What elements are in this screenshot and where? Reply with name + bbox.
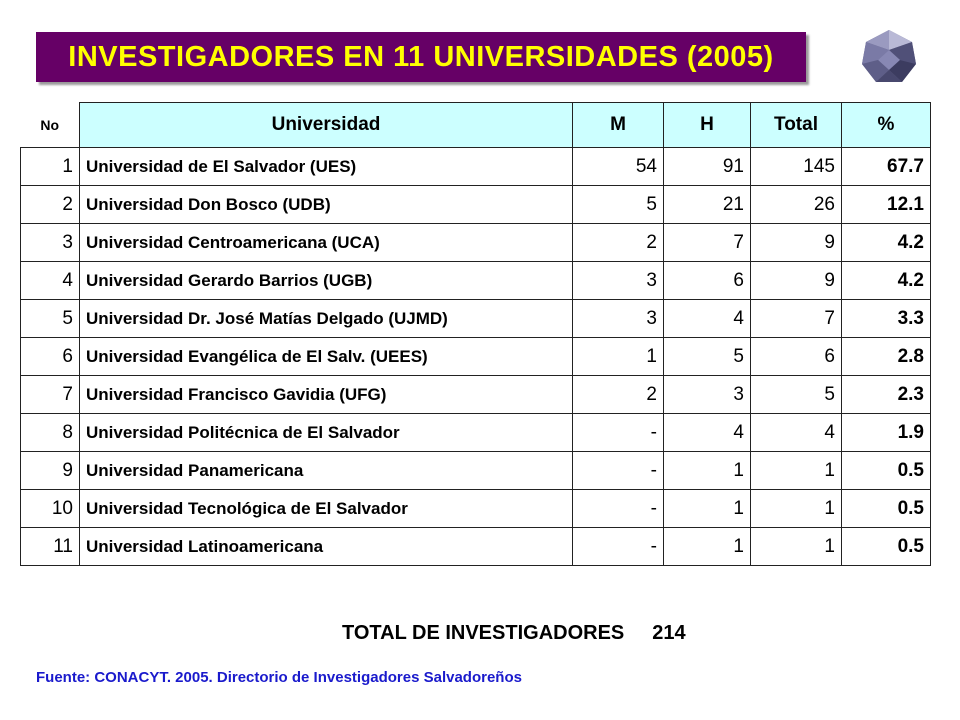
cell-h: 7 bbox=[664, 224, 751, 262]
cell-universidad: Universidad Dr. José Matías Delgado (UJMD) bbox=[80, 300, 573, 338]
cell-pct: 2.8 bbox=[842, 338, 931, 376]
page-title: INVESTIGADORES EN 11 UNIVERSIDADES (2005) bbox=[68, 40, 774, 73]
cell-pct: 0.5 bbox=[842, 528, 931, 566]
cell-m: - bbox=[573, 452, 664, 490]
cell-h: 4 bbox=[664, 300, 751, 338]
cell-pct: 1.9 bbox=[842, 414, 931, 452]
cell-universidad: Universidad Panamericana bbox=[80, 452, 573, 490]
cell-total: 1 bbox=[751, 452, 842, 490]
cell-pct: 4.2 bbox=[842, 224, 931, 262]
cell-total: 145 bbox=[751, 148, 842, 186]
cell-h: 5 bbox=[664, 338, 751, 376]
cell-total: 7 bbox=[751, 300, 842, 338]
gem-polyhedron-icon bbox=[860, 28, 918, 86]
cell-universidad: Universidad Francisco Gavidia (UFG) bbox=[80, 376, 573, 414]
cell-no: 5 bbox=[21, 300, 80, 338]
cell-m: 2 bbox=[573, 224, 664, 262]
cell-no: 2 bbox=[21, 186, 80, 224]
cell-pct: 0.5 bbox=[842, 452, 931, 490]
table-row bbox=[21, 300, 931, 338]
cell-no: 6 bbox=[21, 338, 80, 376]
cell-m: - bbox=[573, 528, 664, 566]
cell-total: 26 bbox=[751, 186, 842, 224]
cell-pct: 3.3 bbox=[842, 300, 931, 338]
cell-universidad: Universidad Tecnológica de El Salvador bbox=[80, 490, 573, 528]
source-note: Fuente: CONACYT. 2005. Directorio de Investigadores Salvadoreños bbox=[36, 669, 522, 686]
cell-total: 9 bbox=[751, 224, 842, 262]
cell-pct: 2.3 bbox=[842, 376, 931, 414]
cell-total: 9 bbox=[751, 262, 842, 300]
cell-h: 3 bbox=[664, 376, 751, 414]
cell-no: 7 bbox=[21, 376, 80, 414]
cell-total: 5 bbox=[751, 376, 842, 414]
cell-h: 6 bbox=[664, 262, 751, 300]
total-label: TOTAL DE INVESTIGADORES bbox=[342, 622, 625, 644]
cell-universidad: Universidad Evangélica de El Salv. (UEES) bbox=[80, 338, 573, 376]
cell-no: 11 bbox=[21, 528, 80, 566]
cell-m: 3 bbox=[573, 300, 664, 338]
cell-total: 1 bbox=[751, 528, 842, 566]
table-row bbox=[21, 414, 931, 452]
table-row bbox=[21, 452, 931, 490]
header-total: Total bbox=[751, 103, 842, 148]
table-row bbox=[21, 376, 931, 414]
table-header-row bbox=[21, 103, 931, 148]
cell-pct: 67.7 bbox=[842, 148, 931, 186]
cell-pct: 4.2 bbox=[842, 262, 931, 300]
cell-h: 4 bbox=[664, 414, 751, 452]
table-row bbox=[21, 262, 931, 300]
header-universidad: Universidad bbox=[80, 103, 573, 148]
cell-total: 1 bbox=[751, 490, 842, 528]
table-row bbox=[21, 490, 931, 528]
table-row bbox=[21, 224, 931, 262]
cell-no: 9 bbox=[21, 452, 80, 490]
cell-no: 8 bbox=[21, 414, 80, 452]
cell-total: 6 bbox=[751, 338, 842, 376]
cell-universidad: Universidad Don Bosco (UDB) bbox=[80, 186, 573, 224]
cell-universidad: Universidad Latinoamericana bbox=[80, 528, 573, 566]
header-pct: % bbox=[842, 103, 931, 148]
cell-m: - bbox=[573, 490, 664, 528]
cell-no: 10 bbox=[21, 490, 80, 528]
cell-pct: 12.1 bbox=[842, 186, 931, 224]
table-row bbox=[21, 186, 931, 224]
total-investigadores bbox=[342, 622, 686, 645]
cell-h: 1 bbox=[664, 452, 751, 490]
header-h: H bbox=[664, 103, 751, 148]
title-banner bbox=[36, 32, 806, 82]
cell-m: 54 bbox=[573, 148, 664, 186]
cell-m: 5 bbox=[573, 186, 664, 224]
cell-m: 3 bbox=[573, 262, 664, 300]
cell-universidad: Universidad Centroamericana (UCA) bbox=[80, 224, 573, 262]
total-value: 214 bbox=[652, 622, 686, 644]
table-row bbox=[21, 148, 931, 186]
cell-h: 1 bbox=[664, 490, 751, 528]
cell-m: 1 bbox=[573, 338, 664, 376]
cell-no: 4 bbox=[21, 262, 80, 300]
cell-no: 1 bbox=[21, 148, 80, 186]
cell-h: 21 bbox=[664, 186, 751, 224]
cell-universidad: Universidad Gerardo Barrios (UGB) bbox=[80, 262, 573, 300]
cell-pct: 0.5 bbox=[842, 490, 931, 528]
cell-h: 1 bbox=[664, 528, 751, 566]
table-row bbox=[21, 338, 931, 376]
cell-m: 2 bbox=[573, 376, 664, 414]
cell-h: 91 bbox=[664, 148, 751, 186]
cell-universidad: Universidad Politécnica de El Salvador bbox=[80, 414, 573, 452]
header-m: M bbox=[573, 103, 664, 148]
cell-m: - bbox=[573, 414, 664, 452]
universities-table bbox=[20, 102, 931, 566]
table-row bbox=[21, 528, 931, 566]
header-no: No bbox=[21, 103, 80, 148]
cell-total: 4 bbox=[751, 414, 842, 452]
cell-no: 3 bbox=[21, 224, 80, 262]
cell-universidad: Universidad de El Salvador (UES) bbox=[80, 148, 573, 186]
